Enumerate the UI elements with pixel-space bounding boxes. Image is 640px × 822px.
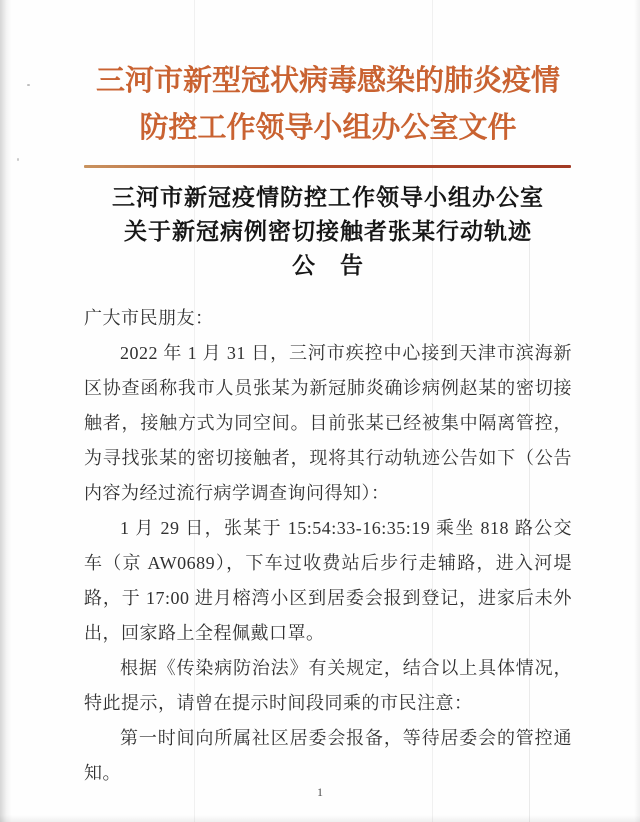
salutation: 广大市民朋友： (84, 308, 214, 328)
document-body (84, 301, 572, 791)
paragraph-1: 2022 年 1 月 31 日，三河市疾控中心接到天津市滨海新区协查函称我市人员张某为新冠肺炎确诊病例赵某的密切接触者，接触方式为同空间。目前张某已经被集中隔离管控，为寻找张某的密切接触者，现将其行动轨迹公告如下（公告内容为经过流行病学调查询问得知）： (84, 343, 572, 503)
paragraph-4: 第一时间向所属社区居委会报备，等待居委会的管控通知。 (84, 728, 572, 783)
letterhead (84, 58, 572, 152)
document-title (74, 181, 582, 283)
scan-speck (27, 84, 30, 86)
document-title-line-2: 关于新冠病例密切接触者张某行动轨迹 (124, 219, 532, 244)
letterhead-line-2: 防控工作领导小组办公室文件 (139, 112, 517, 144)
paragraph-3: 根据《传染病防治法》有关规定，结合以上具体情况，特此提示，请曾在提示时间段同乘的市民注意： (84, 658, 572, 713)
letterhead-line-1: 三河市新型冠状病毒感染的肺炎疫情 (95, 65, 560, 97)
paragraph-2: 1 月 29 日，张某于 15:54:33-16:35:19 乘坐 818 路公交车（京 AW0689），下车过收费站后步行走辅路，进入河堤路，于 17:00 进月榕湾小区到居委会报到登记，进家后未外出，回家路上全程佩戴口罩。 (84, 518, 572, 643)
letterhead-divider-rule (84, 165, 571, 168)
scan-left-edge-shadow (0, 0, 12, 822)
scan-speck (17, 158, 19, 161)
document-title-line-1: 三河市新冠疫情防控工作领导小组办公室 (112, 185, 544, 210)
document-title-line-3: 公 告 (292, 253, 364, 278)
scan-bottom-edge-shadow (0, 815, 640, 822)
scan-right-edge-shadow (634, 0, 640, 822)
page-number: 1 (317, 785, 323, 799)
